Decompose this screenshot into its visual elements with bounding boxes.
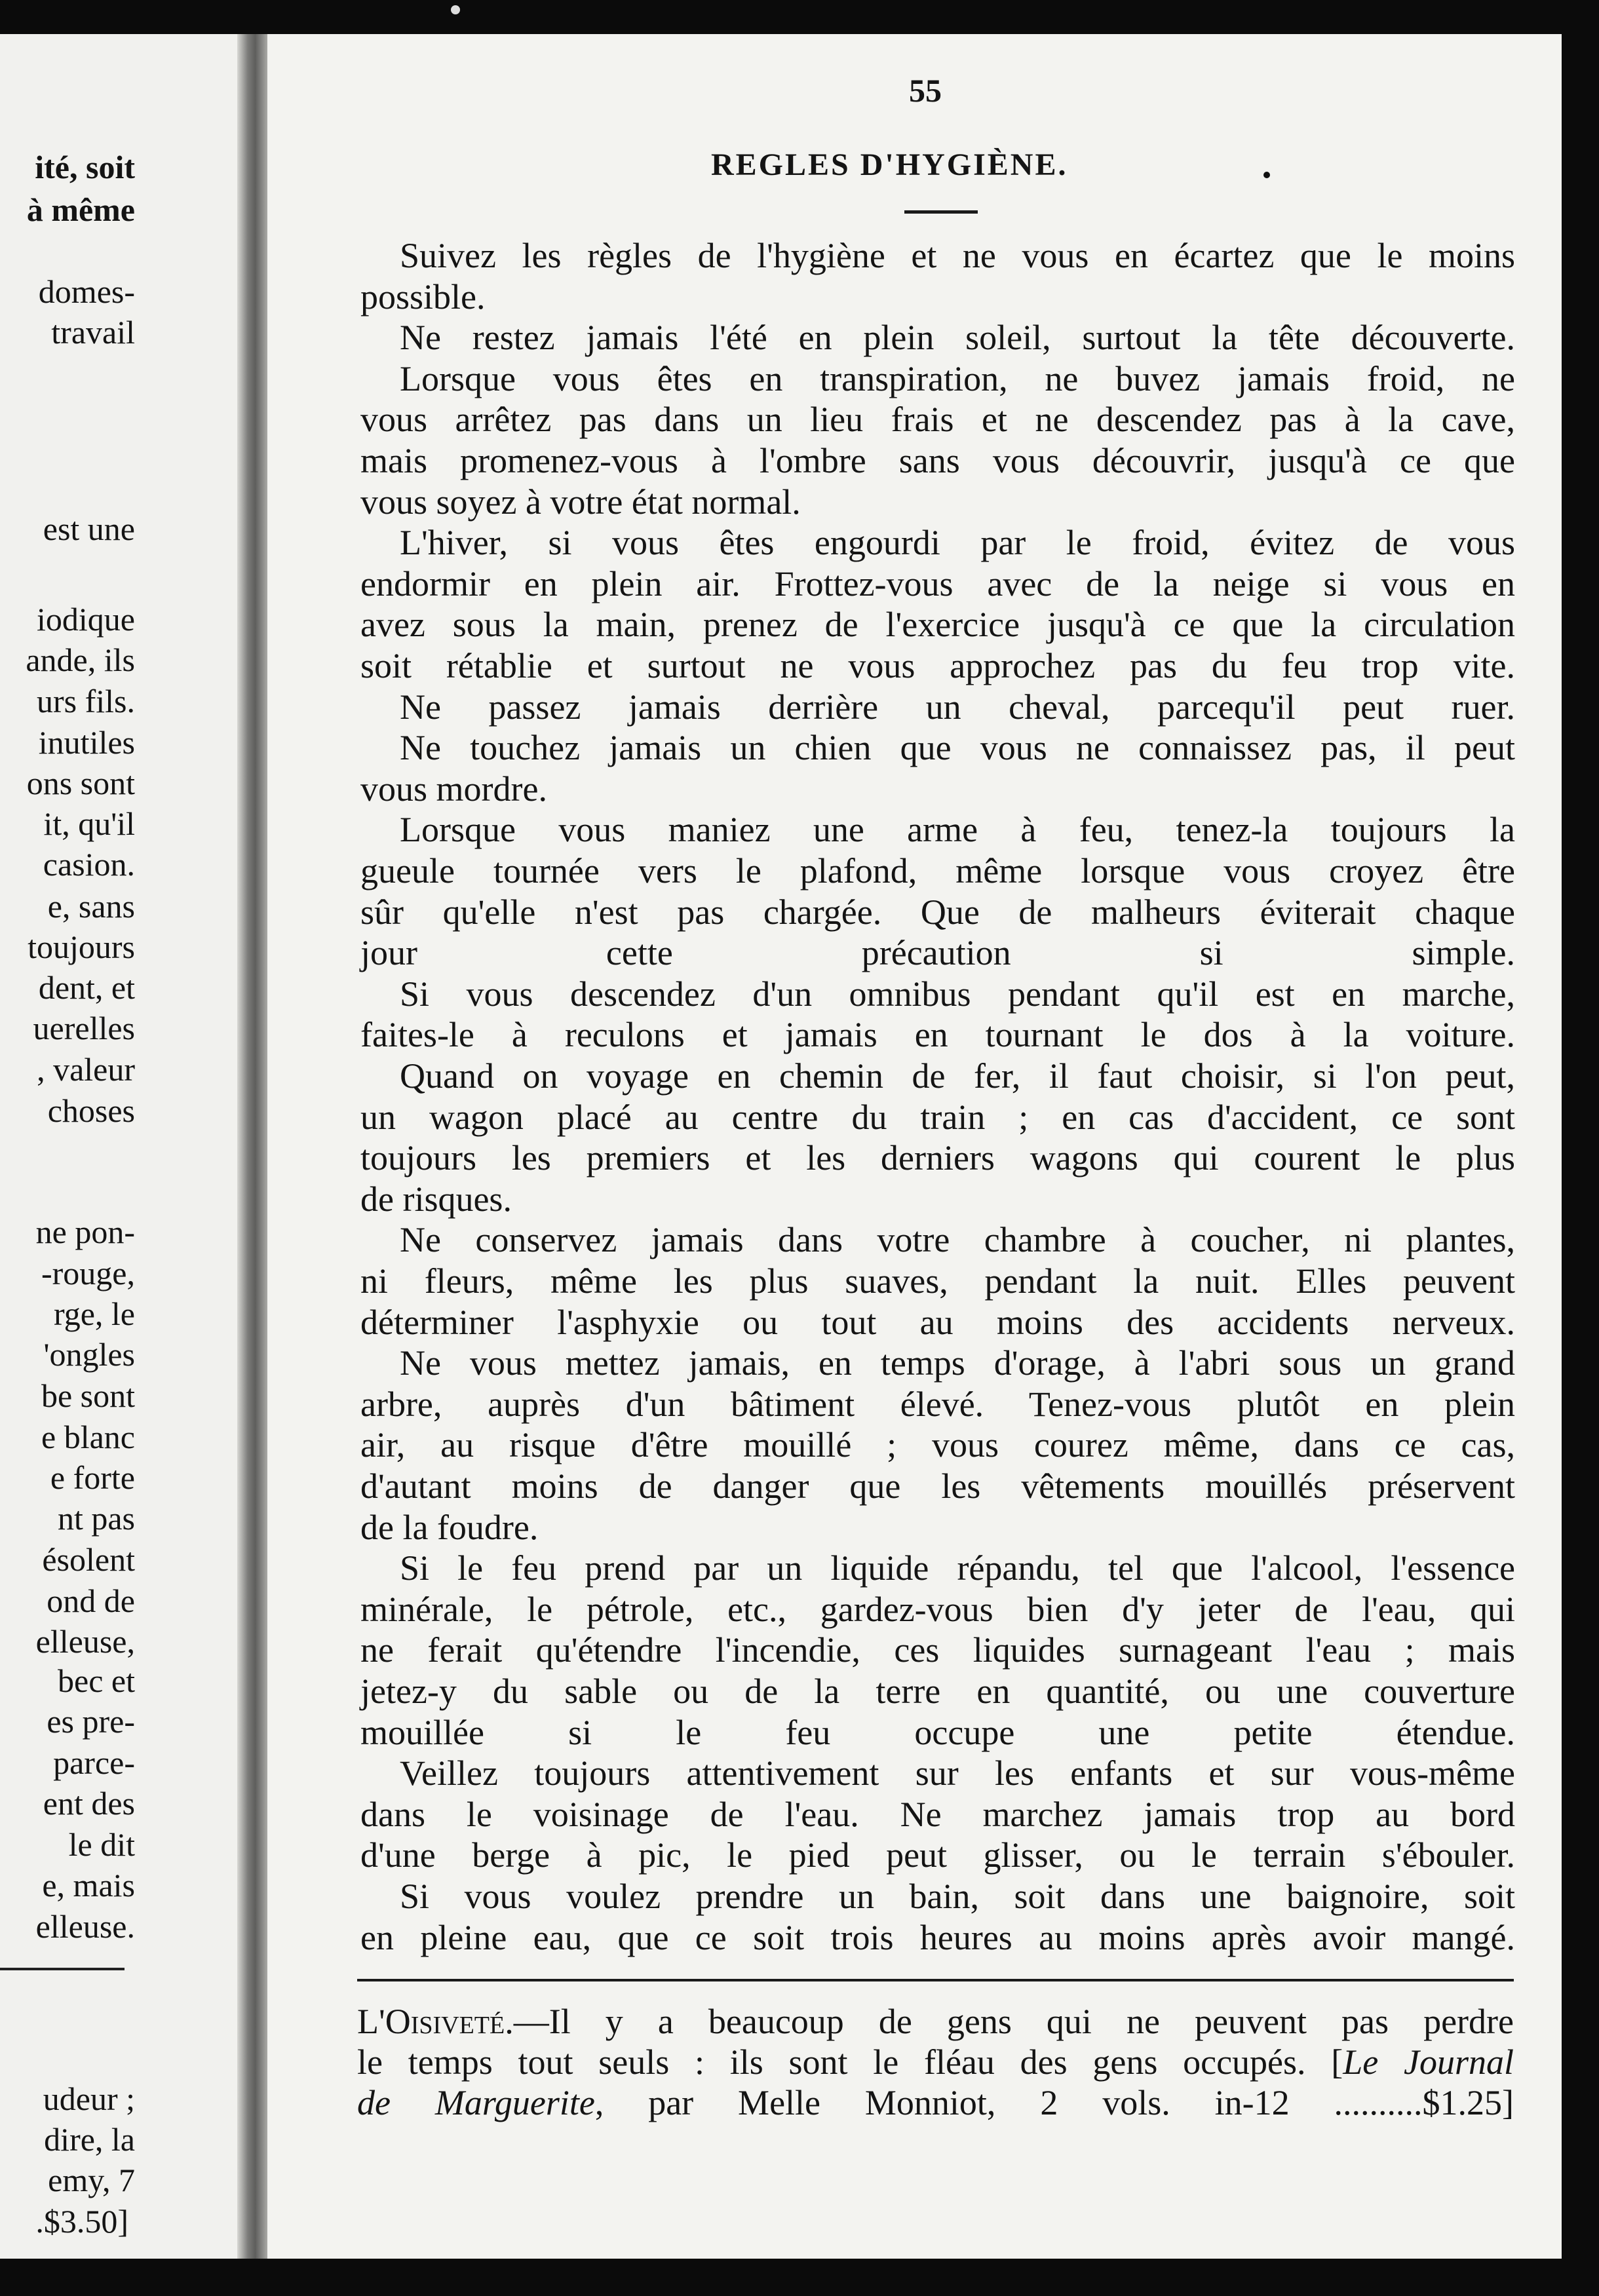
- body-line: Ne conservez jamais dans votre chambre à coucher, ni plantes,: [400, 1220, 1515, 1259]
- left-page-line: uerelles: [33, 1010, 135, 1046]
- body-line: vous arrêtez pas dans un lieu frais et ne descendez pas à la cave,: [360, 400, 1515, 439]
- footer-line-1-text: —Il y a beaucoup de gens qui ne peuvent pas perdre: [513, 2002, 1514, 2041]
- left-page-line: e forte: [50, 1459, 135, 1496]
- body-line: minérale, le pétrole, etc., gardez-vous bien d'y jeter de l'eau, qui: [360, 1590, 1515, 1629]
- body-line: Lorsque vous maniez une arme à feu, tenez-la toujours la: [400, 810, 1515, 849]
- body-line: gueule tournée vers le plafond, même lorsque vous croyez être: [360, 851, 1515, 890]
- body-line: mais promenez-vous à l'ombre sans vous découvrir, jusqu'à ce que: [360, 441, 1515, 480]
- left-page-line: 'ongles: [43, 1336, 135, 1373]
- body-line: avez sous la main, prenez de l'exercice jusqu'à ce que la circulation: [360, 605, 1515, 644]
- footer-book-title-b: de Marguerite: [357, 2083, 595, 2122]
- ink-speck: [451, 5, 460, 14]
- left-page-line: elleuse.: [35, 1908, 135, 1945]
- left-page-line: domes-: [38, 273, 135, 310]
- body-line: Veillez toujours attentivement sur les enfants et sur vous-même: [400, 1753, 1515, 1793]
- left-page-line: ent des: [43, 1785, 135, 1822]
- left-page-line: travail: [51, 314, 135, 351]
- left-page-line: dire, la: [44, 2121, 135, 2158]
- footer-bracket: [: [1331, 2042, 1343, 2082]
- book-gutter: [237, 34, 267, 2259]
- left-page-line: le dit: [68, 1826, 135, 1863]
- body-line: de risques.: [360, 1179, 512, 1219]
- body-line: d'autant moins de danger que les vêtements mouillés préservent: [360, 1466, 1515, 1506]
- body-line: un wagon placé au centre du train ; en cas d'accident, ce sont: [360, 1098, 1515, 1137]
- body-line: arbre, auprès d'un bâtiment élevé. Tenez-vous plutôt en plein: [360, 1385, 1515, 1424]
- footer-line-3-text: , par Melle Monniot, 2 vols. in-12 ..........$1.25]: [594, 2083, 1514, 2122]
- left-page-line: es pre-: [47, 1703, 135, 1740]
- left-page-line: casion.: [43, 846, 135, 883]
- left-page-line: .$3.50]: [35, 2203, 128, 2240]
- body-line: faites-le à reculons et jamais en tournant le dos à la voiture.: [360, 1015, 1515, 1054]
- left-facing-page: [0, 34, 237, 2259]
- body-line: sûr qu'elle n'est pas chargée. Que de malheurs éviterait chaque: [360, 892, 1515, 932]
- left-page-line: it, qu'il: [43, 805, 135, 842]
- page-number: 55: [909, 72, 942, 109]
- left-page-line: bec et: [58, 1662, 135, 1699]
- body-line: vous mordre.: [360, 769, 547, 809]
- left-page-line: be sont: [41, 1377, 135, 1414]
- body-line: déterminer l'asphyxie ou tout au moins des accidents nerveux.: [360, 1303, 1515, 1342]
- body-line: L'hiver, si vous êtes engourdi par le froid, évitez de vous: [400, 523, 1515, 562]
- body-line: possible.: [360, 277, 486, 316]
- left-page-rule: [0, 1968, 125, 1970]
- left-page-line: dent, et: [38, 969, 135, 1006]
- body-line: toujours les premiers et les derniers wagons qui courent le plus: [360, 1138, 1515, 1177]
- left-page-line: à même: [26, 191, 135, 228]
- body-line: Ne restez jamais l'été en plein soleil, surtout la tête découverte.: [400, 318, 1515, 357]
- body-line: Si vous descendez d'un omnibus pendant qu'il est en marche,: [400, 974, 1515, 1014]
- left-page-line: udeur ;: [43, 2080, 135, 2117]
- left-page-line: rge, le: [53, 1295, 135, 1332]
- footer-line-2: [357, 2044, 1514, 2080]
- body-line: Lorsque vous êtes en transpiration, ne buvez jamais froid, ne: [400, 359, 1515, 398]
- body-line: Si vous voulez prendre un bain, soit dans une baignoire, soit: [400, 1877, 1515, 1916]
- body-line: vous soyez à votre état normal.: [360, 482, 801, 522]
- body-line: Quand on voyage en chemin de fer, il faut choisir, si l'on peut,: [400, 1056, 1515, 1096]
- left-page-line: emy, 7: [48, 2162, 135, 2198]
- left-page-line: inutiles: [38, 724, 135, 761]
- left-page-line: est une: [43, 510, 135, 547]
- page-title: REGLES D'HYGIÈNE.: [711, 147, 1068, 182]
- body-line: Si le feu prend par un liquide répandu, tel que l'alcool, l'essence: [400, 1548, 1515, 1588]
- body-line: de la foudre.: [360, 1508, 539, 1547]
- footer-rule: [357, 1979, 1514, 1981]
- body-line: ni fleurs, même les plus suaves, pendant la nuit. Elles peuvent: [360, 1261, 1515, 1301]
- left-page-line: urs fils.: [37, 683, 135, 719]
- footer-lead: L'Oisiveté.: [357, 2002, 514, 2041]
- left-page-line: nt pas: [57, 1500, 135, 1537]
- body-line: Ne vous mettez jamais, en temps d'orage, à l'abri sous un grand: [400, 1343, 1515, 1383]
- left-page-line: e, sans: [47, 888, 135, 925]
- left-page-line: iodique: [37, 601, 135, 638]
- body-line: jetez-y du sable ou de la terre en quantité, ou une couverture: [360, 1672, 1515, 1711]
- footer-line-1: [357, 2004, 1514, 2039]
- title-rule: [904, 210, 978, 214]
- left-page-line: e blanc: [41, 1419, 135, 1455]
- body-line: Suivez les règles de l'hygiène et ne vous en écartez que le moins: [400, 236, 1515, 275]
- body-line: air, au risque d'être mouillé ; vous courez même, dans ce cas,: [360, 1425, 1515, 1464]
- left-page-line: choses: [47, 1092, 135, 1129]
- body-line: Ne touchez jamais un chien que vous ne connaissez pas, il peut: [400, 728, 1515, 767]
- body-line: soit rétablie et surtout ne vous approchez pas du feu trop vite.: [360, 646, 1515, 685]
- left-page-line: , valeur: [37, 1051, 135, 1088]
- body-line: endormir en plein air. Frottez-vous avec de la neige si vous en: [360, 564, 1515, 603]
- left-page-line: toujours: [28, 928, 135, 965]
- left-page-line: -rouge,: [41, 1255, 135, 1292]
- left-page-line: ande, ils: [26, 641, 135, 678]
- left-page-line: ne pon-: [35, 1214, 135, 1250]
- left-page-line: elleuse,: [35, 1623, 135, 1660]
- left-page-line: e, mais: [42, 1867, 135, 1904]
- body-line: mouillée si le feu occupe une petite étendue.: [360, 1713, 1515, 1752]
- footer-book-title-a: Le Journal: [1343, 2042, 1514, 2082]
- left-page-line: ond de: [47, 1582, 135, 1619]
- footer-line-3: [357, 2085, 1514, 2120]
- left-page-line: ité, soit: [35, 149, 135, 185]
- left-page-line: ésolent: [42, 1541, 135, 1578]
- body-line: Ne passez jamais derrière un cheval, parcequ'il peut ruer.: [400, 687, 1515, 727]
- left-page-line: parce-: [53, 1744, 135, 1781]
- body-line: dans le voisinage de l'eau. Ne marchez jamais trop au bord: [360, 1795, 1515, 1834]
- ink-speck: [1263, 172, 1270, 178]
- body-line: d'une berge à pic, le pied peut glisser, ou le terrain s'ébouler.: [360, 1835, 1515, 1875]
- footer-line-2-text: le temps tout seuls : ils sont le fléau des gens occupés.: [357, 2042, 1306, 2082]
- body-line: ne ferait qu'étendre l'incendie, ces liquides surnageant l'eau ; mais: [360, 1630, 1515, 1670]
- body-line: jour cette précaution si simple.: [360, 933, 1515, 972]
- left-page-line: ons sont: [26, 765, 135, 801]
- body-line: en pleine eau, que ce soit trois heures au moins après avoir mangé.: [360, 1918, 1515, 1957]
